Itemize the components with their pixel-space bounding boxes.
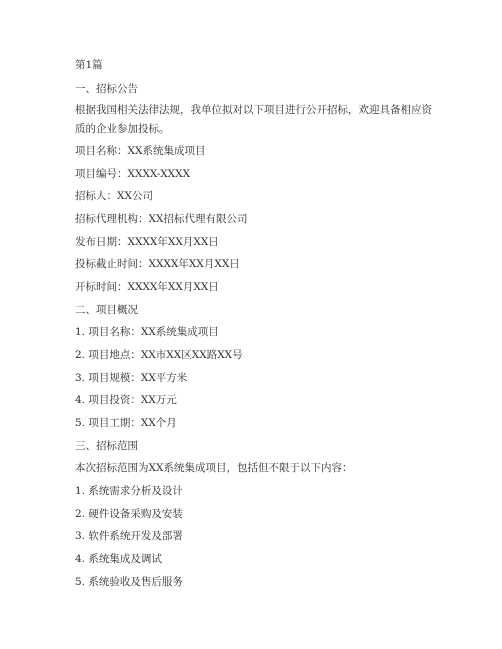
field-agency: 招标代理机构：XX招标代理有限公司 bbox=[75, 213, 248, 225]
announcement-intro: 根据我国相关法律法规，我单位拟对以下项目进行公开招标，欢迎具备相应资质的企业参加投标。 bbox=[75, 104, 432, 135]
section-heading-announcement: 一、招标公告 bbox=[75, 83, 138, 95]
scope-item: 3. 软件系统开发及部署 bbox=[75, 530, 183, 542]
section-heading-overview: 二、项目概况 bbox=[75, 304, 138, 316]
scope-item: 2. 硬件设备采购及安装 bbox=[75, 508, 183, 520]
overview-item: 1. 项目名称：XX系统集成项目 bbox=[75, 326, 219, 338]
overview-item: 5. 项目工期：XX个月 bbox=[75, 417, 177, 429]
scope-item: 5. 系统验收及售后服务 bbox=[75, 576, 183, 588]
field-bid-deadline: 投标截止时间：XXXX年XX月XX日 bbox=[75, 258, 240, 270]
field-project-name: 项目名称：XX系统集成项目 bbox=[75, 145, 206, 157]
scope-item: 1. 系统需求分析及设计 bbox=[75, 485, 183, 497]
field-publish-date: 发布日期：XXXX年XX月XX日 bbox=[75, 236, 219, 248]
field-bid-opening: 开标时间：XXXX年XX月XX日 bbox=[75, 281, 219, 293]
scope-item: 4. 系统集成及调试 bbox=[75, 553, 162, 565]
field-tenderer: 招标人：XX公司 bbox=[75, 190, 153, 202]
scope-intro: 本次招标范围为XX系统集成项目，包括但不限于以下内容： bbox=[75, 462, 353, 474]
overview-item: 2. 项目地点：XX市XX区XX路XX号 bbox=[75, 349, 243, 361]
overview-item: 3. 项目规模：XX平方米 bbox=[75, 372, 188, 384]
section-heading-scope: 三、招标范围 bbox=[75, 440, 138, 452]
overview-item: 4. 项目投资：XX万元 bbox=[75, 394, 177, 406]
part-title: 第1篇 bbox=[75, 59, 103, 71]
field-project-number: 项目编号：XXXX-XXXX bbox=[75, 168, 191, 180]
